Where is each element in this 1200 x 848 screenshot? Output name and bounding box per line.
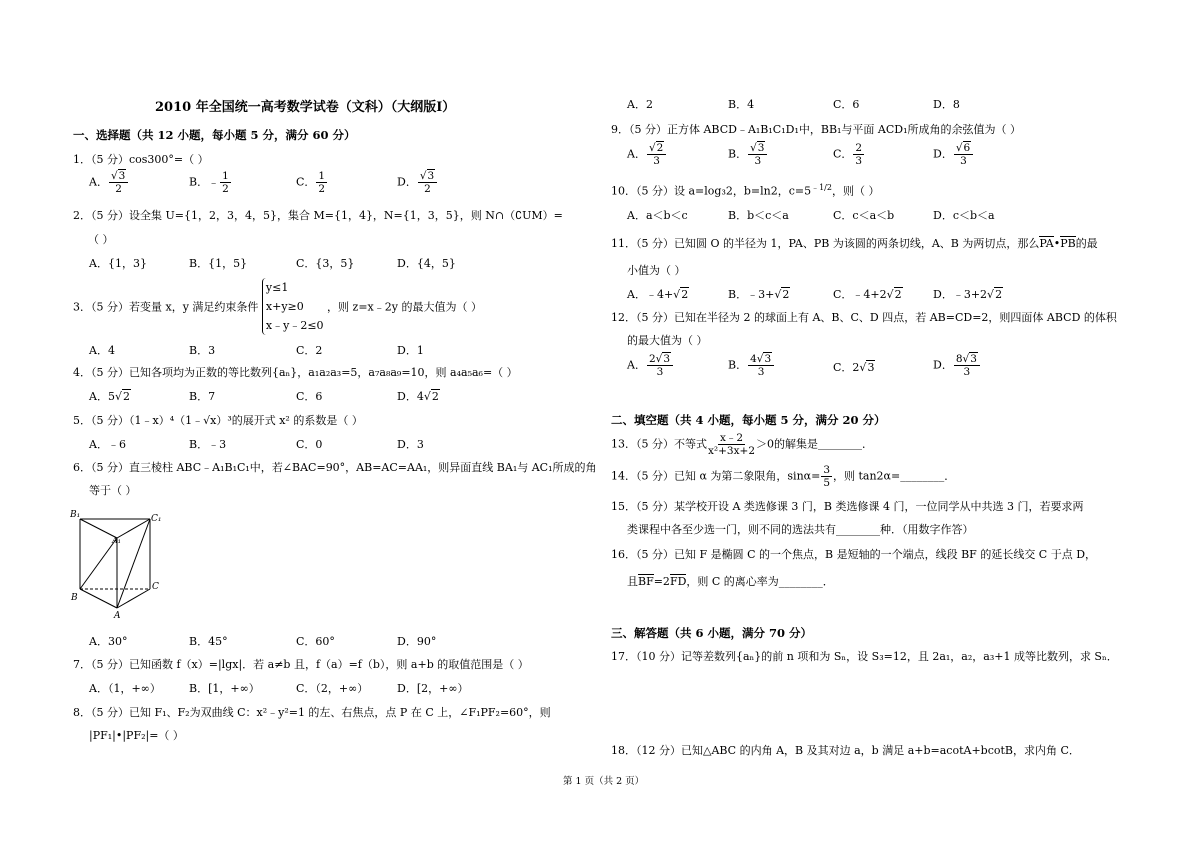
section-heading-fill: 二、填空题（共 4 小题，每小题 5 分，满分 20 分） [611,413,886,427]
question-3-option-a: A．4 [89,344,115,357]
question-3-option-d: D．1 [397,344,424,357]
question-11-stem-cont: 小值为（ ） [627,264,686,277]
question-13-stem: 13．（5 分）不等式 $\frac{x﹣2}{\text{x²+3x+2}}$ ＞0的解集是________． [611,432,874,457]
question-4-option-a: A．5√2 [89,390,130,403]
question-7-option-d: D．[2，+∞） [397,682,469,695]
question-6-option-a: A．30° [89,635,128,648]
question-8-option-a: A．2 [627,98,653,111]
question-14-stem: 14．（5 分）已知 α 为第二象限角，sinα= $\frac{3}{5}$ ，则 tan2α=________． [611,464,956,489]
question-12-stem: 12．（5 分）已知在半径为 2 的球面上有 A、B、C、D 四点，若 AB=CD=2，则四面体 ABCD 的体积 [611,311,1117,324]
question-3-stem: 3．（5 分）若变量 x，y 满足约束条件 y≤1 x+y≥0 x﹣y﹣2≤0 ，则 z=x﹣2y 的最大值为（ ） [73,278,482,335]
question-10-option-d: D．c＜b＜a [933,209,995,222]
question-7-option-a: A．（1，+∞） [89,682,161,695]
question-9-option-a: A． $\frac{√2}{3}$ [627,142,667,167]
page-footer: 第 1 页（共 2 页） [563,776,645,787]
question-10-stem: 10．（5 分）设 a=log₃2，b=ln2，$c=5^{﹣1/2}$，则（ ） [611,183,880,198]
question-16-stem-cont: 且BF=2FD，则 C 的离心率为________． [627,575,834,588]
question-2-stem-cont: （ ） [88,233,114,246]
question-12-stem-cont: 的最大值为（ ） [627,334,708,347]
question-2-option-a: A．{1，3} [89,257,147,270]
question-12-option-a: A． $\frac{2√3}{3}$ [627,353,674,378]
question-17-stem: 17．（10 分）记等差数列{aₙ}的前 n 项和为 Sₙ，设 S₃=12，且 2a₁，a₂，a₃+1 成等比数列，求 Sₙ． [611,650,1118,663]
question-2-option-d: D．{4，5} [397,257,456,270]
question-9-option-c: C． $\frac{2}{3}$ [833,142,863,167]
question-1-option-c: C． $\frac{1}{2}$ [296,170,326,195]
question-10-option-a: A．a＜b＜c [627,209,688,222]
question-11-option-b: B．﹣3+√2 [728,288,790,301]
section-heading-solve: 三、解答题（共 6 小题，满分 70 分） [611,626,813,640]
fig-label-c: C [152,582,159,592]
question-2-stem: 2．（5 分）设全集 U={1，2，3，4，5}，集合 M={1，4}，N={1，3，5}，则 N∩（∁UM）= [73,209,563,222]
question-12-option-c: C．2√3 [833,361,875,374]
fig-label-a1: A₁ [112,536,121,545]
question-4-stem: 4．（5 分）已知各项均为正数的等比数列{aₙ}，a₁a₂a₃=5，a₇a₈a₉=10，则 a₄a₅a₆=（ ） [73,366,518,379]
question-7-option-c: C．（2，+∞） [296,682,369,695]
question-6-stem-cont: 等于（ ） [89,484,137,497]
question-9-option-b: B． $\frac{√3}{3}$ [728,142,768,167]
question-8-option-d: D．8 [933,98,960,111]
question-8-option-c: C．6 [833,98,860,111]
section-heading-choice: 一、选择题（共 12 小题，每小题 5 分，满分 60 分） [73,128,356,142]
fig-label-b: B [71,593,78,603]
question-6-option-b: B．45° [189,635,228,648]
question-9-option-d: D． $\frac{√6}{3}$ [933,142,974,167]
question-8-stem: 8．（5 分）已知 F₁、F₂为双曲线 C：x²﹣y²=1 的左、右焦点，点 P 在 C 上，∠F₁PF₂=60°，则 [73,706,551,719]
question-9-stem: 9．（5 分）正方体 ABCD﹣A₁B₁C₁D₁中，BB₁与平面 ACD₁所成角的余弦值为（ ） [611,123,1022,136]
constraint-system: y≤1 x+y≥0 x﹣y﹣2≤0 [262,278,324,335]
question-3-option-c: C．2 [296,344,323,357]
question-10-option-b: B．b＜c＜a [728,209,789,222]
question-8-option-b: B．4 [728,98,755,111]
question-4-option-d: D．4√2 [397,390,439,403]
question-11-option-c: C．﹣4+2√2 [833,288,902,301]
question-5-option-b: B．﹣3 [189,438,227,451]
question-11-option-d: D．﹣3+2√2 [933,288,1003,301]
question-4-option-c: C．6 [296,390,323,403]
question-7-stem: 7．（5 分）已知函数 f（x）=|lgx|．若 a≠b 且，f（a）=f（b），则 a+b 的取值范围是（ ） [73,658,529,671]
question-8-stem-cont: |PF₁|•|PF₂|=（ ） [89,729,184,742]
question-5-stem: 5．（5 分）（1﹣x）⁴（1﹣√x）³的展开式 x² 的系数是（ ） [73,414,363,427]
question-1-stem: 1．（5 分）cos300°=（ ） [73,153,209,166]
question-3-option-b: B．3 [189,344,216,357]
question-11-option-a: A．﹣4+√2 [627,288,689,301]
question-16-stem: 16．（5 分）已知 F 是椭圆 C 的一个焦点，B 是短轴的一个端点，线段 BF 的延长线交 C 于点 D， [611,548,1097,561]
fig-label-b1: B₁ [70,510,81,520]
question-1-option-a: A． $\frac{√3}{2}$ [89,170,129,195]
prism-figure [70,505,170,620]
question-6-stem: 6．（5 分）直三棱柱 ABC﹣A₁B₁C₁中，若∠BAC=90°，AB=AC=AA₁，则异面直线 BA₁与 AC₁所成的角 [73,461,597,474]
question-18-stem: 18．（12 分）已知△ABC 的内角 A，B 及其对边 a，b 满足 a+b=acotA+bcotB，求内角 C． [611,744,1080,757]
question-12-option-d: D． $\frac{8√3}{3}$ [933,353,981,378]
question-1-option-b: B．﹣ $\frac{1}{2}$ [189,170,229,195]
question-7-option-b: B．[1，+∞） [189,682,260,695]
question-6-option-d: D．90° [397,635,437,648]
question-15-stem-cont: 类课程中各至少选一门，则不同的选法共有________种．（用数字作答） [627,523,974,536]
fig-label-c1: C₁ [151,514,162,524]
fig-label-a: A [114,611,121,620]
question-15-stem: 15．（5 分）某学校开设 A 类选修课 3 门，B 类选修课 4 门，一位同学从中共选 3 门，若要求两 [611,500,1084,513]
question-12-option-b: B． $\frac{4√3}{3}$ [728,353,775,378]
question-5-option-a: A．﹣6 [89,438,126,451]
question-5-option-c: C．0 [296,438,323,451]
question-5-option-d: D．3 [397,438,424,451]
page-title: 2010 年全国统一高考数学试卷（文科）（大纲版Ⅰ） [155,100,456,115]
question-11-stem: 11．（5 分）已知圆 O 的半径为 1，PA、PB 为该圆的两条切线，A、B 为两切点，那么PA•PB的最 [611,237,1098,250]
question-10-option-c: C．c＜a＜b [833,209,895,222]
question-2-option-b: B．{1，5} [189,257,248,270]
question-1-option-d: D． $\frac{√3}{2}$ [397,170,438,195]
question-6-option-c: C．60° [296,635,335,648]
question-2-option-c: C．{3，5} [296,257,355,270]
question-4-option-b: B．7 [189,390,216,403]
